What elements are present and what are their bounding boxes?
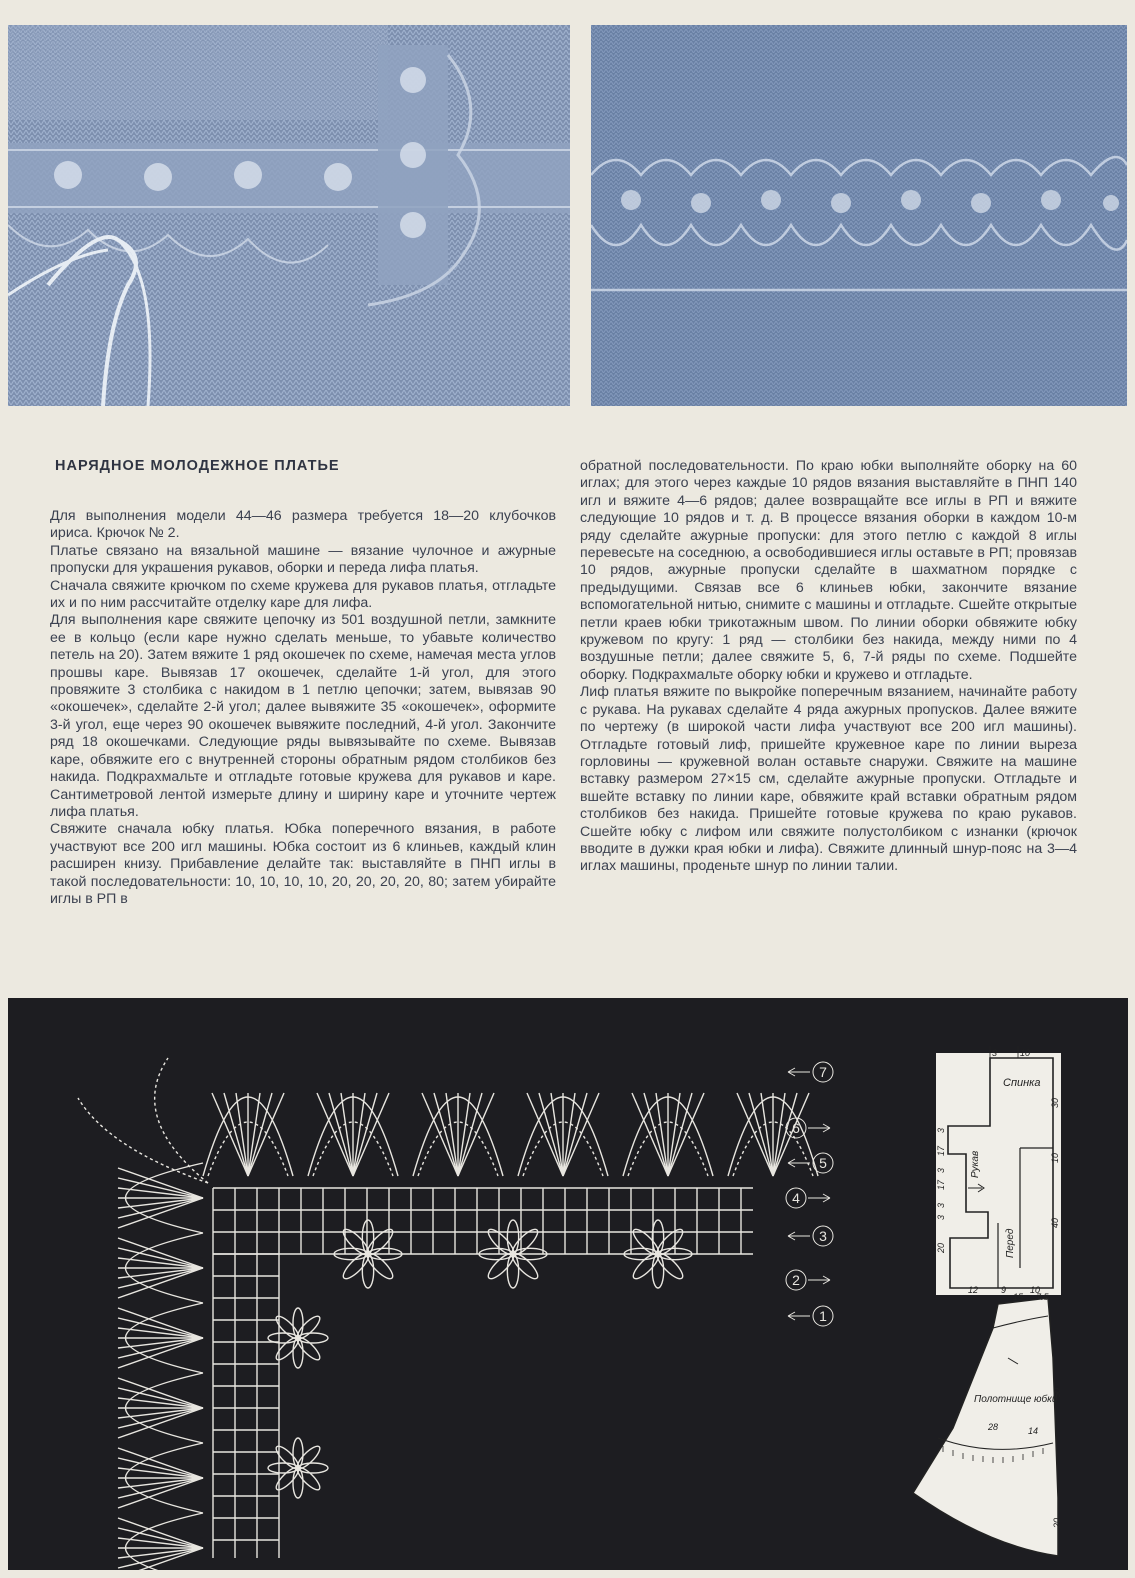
article-column-left bbox=[50, 458, 556, 908]
chart-fan-stitch bbox=[434, 1093, 458, 1176]
svg-text:15: 15 bbox=[1013, 1292, 1024, 1302]
chart-fan-stitch bbox=[458, 1093, 482, 1176]
photo-skirt-frill-image bbox=[591, 25, 1127, 406]
photo-lace-yoke-image bbox=[8, 25, 570, 406]
chart-chain bbox=[78, 1098, 208, 1183]
paragraph: Платье связано на вязальной машине — вязание чулочное и ажурные пропуски для украшения рукавов, оборки и переда лифа платья. bbox=[50, 542, 556, 577]
paragraph: Лиф платья вяжите по выкройке поперечным вязанием, начинайте работу с рукава. На рукавах сделайте 4 ряда ажурных пропусков. Далее вяжите по чертежу (в широкой части лифа участвуют все 200 игл машины). Отгладьте готовый лиф, пришейте кружевное каре по линии выреза горловины — кружевной волан оставьте снаружи. Свяжите на машине вставку размером 27×15 см, сделайте ажурные пропуски. Отгладьте и вшейте вставку по линии каре, обвяжите край вставки обратным рядом столбиков без накида. Пришейте готовые кружева по краю рукавов. Сшейте юбку с лифом или свяжите полустолбиком с изнанки (крючок вводите в дужки края юбки и лифа). Свяжите длинный шнур-пояс на 3—4 иглах машины, проденьте шнур по линии талии. bbox=[580, 684, 1077, 875]
svg-text:30: 30 bbox=[1050, 1097, 1060, 1108]
svg-text:10: 10 bbox=[1050, 1152, 1060, 1163]
chart-fan-stitch bbox=[118, 1528, 203, 1548]
chart-fan-stitch bbox=[539, 1093, 563, 1176]
svg-text:40: 40 bbox=[1050, 1217, 1060, 1228]
svg-text:12: 12 bbox=[968, 1285, 979, 1295]
svg-text:7.5: 7.5 bbox=[1036, 1292, 1049, 1302]
chart-fan-stitch bbox=[118, 1318, 203, 1338]
photo-lace-yoke bbox=[8, 25, 570, 406]
svg-text:20: 20 bbox=[1052, 1517, 1062, 1528]
photo-skirt-frill bbox=[591, 25, 1127, 406]
label-front: Перед bbox=[1005, 1228, 1016, 1258]
svg-text:3: 3 bbox=[936, 1214, 946, 1220]
svg-text:20: 20 bbox=[936, 1242, 946, 1253]
svg-text:6: 6 bbox=[792, 1120, 800, 1136]
bodice-pattern bbox=[936, 1046, 1061, 1295]
chart-fan-stitch bbox=[118, 1178, 203, 1198]
svg-text:1: 1 bbox=[819, 1308, 827, 1324]
paragraph: Сначала свяжите крючком по схеме кружева для рукавов платья, отгладьте их и по ним рассчитайте отделку каре для лифа. bbox=[50, 577, 556, 612]
svg-text:10: 10 bbox=[1030, 1285, 1041, 1295]
row-marker-1 bbox=[788, 1306, 833, 1326]
svg-text:3: 3 bbox=[936, 1202, 946, 1208]
chart-fan-stitch bbox=[118, 1338, 203, 1358]
chart-fan-stitch bbox=[118, 1478, 203, 1498]
chart-fan-stitch bbox=[224, 1093, 248, 1176]
svg-text:10: 10 bbox=[1020, 1048, 1031, 1058]
label-skirt-panel: Полотнище юбки bbox=[974, 1394, 1058, 1405]
row-marker-4 bbox=[786, 1188, 830, 1208]
chart-fan-stitch bbox=[668, 1093, 692, 1176]
svg-text:9: 9 bbox=[1001, 1285, 1007, 1295]
svg-text:3: 3 bbox=[936, 1167, 946, 1173]
chart-fan-stitch bbox=[329, 1093, 353, 1176]
crochet-diagram-panel bbox=[8, 998, 1128, 1570]
svg-text:3: 3 bbox=[992, 1048, 998, 1058]
chart-fan-stitch bbox=[644, 1093, 668, 1176]
svg-text:2: 2 bbox=[792, 1272, 800, 1288]
chart-fan-stitch bbox=[749, 1093, 773, 1176]
row-marker-3 bbox=[788, 1226, 833, 1246]
chart-fan-stitch bbox=[118, 1458, 203, 1478]
svg-text:3: 3 bbox=[936, 1127, 946, 1133]
svg-text:14: 14 bbox=[1028, 1426, 1039, 1436]
svg-text:7: 7 bbox=[819, 1064, 827, 1080]
chart-fan-stitch bbox=[118, 1388, 203, 1408]
row-marker-2 bbox=[786, 1270, 830, 1290]
label-back: Спинка bbox=[1003, 1077, 1041, 1089]
svg-text:17: 17 bbox=[936, 1179, 946, 1190]
crochet-diagram bbox=[8, 998, 1128, 1570]
paragraph: обратной последовательности. По краю юбки выполняйте оборку на 60 иглах; для этого через каждые 10 рядов вязания выставляйте в ПНП 140 игл и вяжите 4—6 рядов; далее возвращайте все иглы в РП и вяжите следующие 10 рядов и т. д. В процессе вязания оборки в каждом 10-м ряду сделайте ажурные пропуски: для этого петлю с каждой 8 иглы перевесьте на соседнюю, а освободившиеся иглы оставьте в РП; провязав 10 рядов, ажурные пропуски сделайте в шахматном порядке с предыдущими. Связав все 6 клиньев юбки, закончите вязание вспомогательной нитью, снимите с машины и отгладьте. Сшейте открытые петли краев юбки трикотажным швом. По линии оборки обвяжите юбку кружевом по кругу: 1 ряд — столбики без накида, между ними по 4 воздушные петли; далее свяжите 5, 6, 7-й ряды по схеме. Подшейте оборку. Подкрахмальте оборку юбки и кружево и отгладьте. bbox=[580, 458, 1077, 683]
chart-fan-stitch bbox=[248, 1093, 272, 1176]
chart-fan-stitch bbox=[118, 1408, 203, 1428]
article-title: НАРЯДНОЕ МОЛОДЕЖНОЕ ПЛАТЬЕ bbox=[55, 458, 340, 474]
skirt-pattern bbox=[913, 1292, 1062, 1556]
svg-text:28: 28 bbox=[988, 1422, 999, 1432]
paragraph: Для выполнения каре свяжите цепочку из 501 воздушной петли, замкните ее в кольцо (если каре нужно сделать меньше, то убавьте количество петель на 20). Затем вяжите 1 ряд окошечек по схеме, намечая места углов прошвы каре. Вывязав 17 окошечек, сделайте 1-й угол, для этого провяжите 3 столбика с накидом в 1 петлю цепочки; затем, вывязав 90 «окошечек», сделайте 2-й угол; далее вывяжите 35 «окошечек», оформите 3-й угол, еще через 90 окошечек вывяжите последний, 4-й угол. Закончите ряд 18 окошечками. Следующие ряды вывязывайте по схеме. Вывязав каре, обвяжите его с внутренней стороны обратным рядом столбиков без накида. Подкрахмальте и отгладьте готовые кружева для рукавов и каре. Сантиметровой лентой измерьте длину и ширину каре и уточните чертеж лифа платья. bbox=[50, 612, 556, 820]
chart-fan-stitch bbox=[353, 1093, 377, 1176]
row-marker-6 bbox=[786, 1118, 830, 1138]
chart-fan-stitch bbox=[563, 1093, 587, 1176]
paragraph: Для выполнения модели 44—46 размера требуется 18—20 клубочков ириса. Крючок № 2. bbox=[50, 508, 556, 542]
svg-text:3: 3 bbox=[819, 1228, 827, 1244]
svg-text:17: 17 bbox=[936, 1145, 946, 1156]
row-marker-7 bbox=[788, 1062, 833, 1082]
paragraph: Свяжите сначала юбку платья. Юбка поперечного вязания, в работе участвуют все 200 игл машины. Юбка состоит из 6 клиньев, каждый клин расширен книзу. Прибавление делайте так: выставляйте в ПНП иглы в такой последовательности: 10, 10, 10, 10, 20, 20, 20, 20, 80; затем убирайте иглы в РП в bbox=[50, 821, 556, 907]
chart-fan-stitch bbox=[118, 1198, 203, 1218]
chart-fan-stitch bbox=[118, 1268, 203, 1288]
lace-chart bbox=[78, 1058, 818, 1570]
svg-text:4: 4 bbox=[792, 1190, 800, 1206]
svg-text:50: 50 bbox=[1052, 1387, 1062, 1398]
chart-fan-stitch bbox=[118, 1248, 203, 1268]
article-column-right bbox=[580, 458, 1077, 876]
svg-text:5: 5 bbox=[819, 1155, 827, 1171]
chart-fan-stitch bbox=[118, 1548, 203, 1568]
label-sleeve: Рукав bbox=[970, 1150, 981, 1178]
